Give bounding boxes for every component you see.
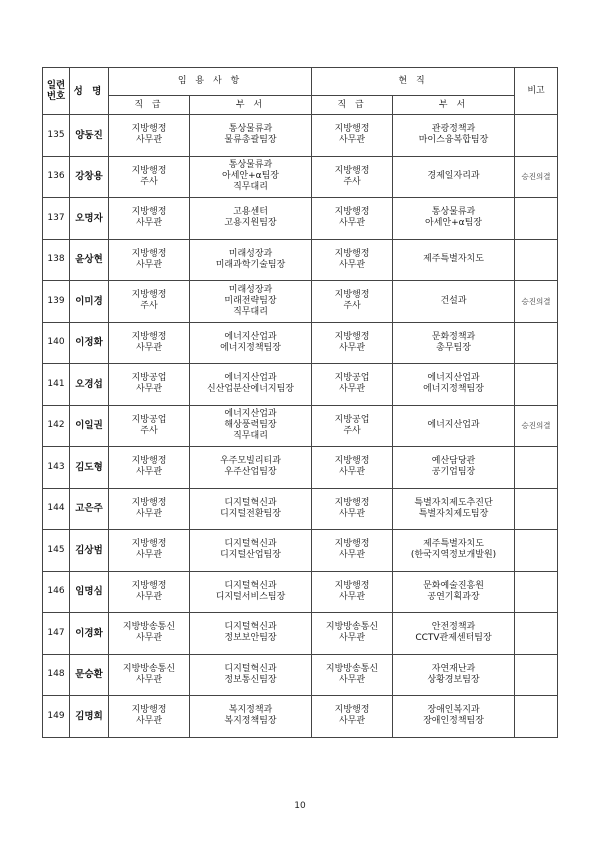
current-department-cell	[393, 571, 515, 613]
cell-line: 지방행정	[334, 497, 370, 508]
serial-number-cell: 144	[43, 488, 70, 530]
cell-line: 복지정책팀장	[224, 716, 277, 727]
serial-number-cell: 142	[43, 405, 70, 447]
cell-line: 지방공업	[334, 373, 370, 384]
note-cell: 승진의결	[515, 281, 558, 323]
current-rank-cell	[312, 654, 393, 696]
appointment-rank-cell	[109, 156, 190, 198]
appointment-department-cell	[190, 405, 312, 447]
name-cell: 임명심	[70, 571, 109, 613]
name-cell: 오명자	[70, 198, 109, 240]
cell-line: 지방행정	[131, 497, 167, 508]
cell-line: 에너지산업과	[224, 331, 277, 342]
note-cell	[515, 364, 558, 406]
cell-line: 직무대리	[233, 182, 268, 193]
serial-number-cell: 137	[43, 198, 70, 240]
cell-line: 사무관	[338, 508, 366, 519]
table-row	[43, 696, 558, 738]
cell-line: 지방행정	[334, 290, 370, 301]
personnel-table	[42, 67, 558, 738]
cell-line: 에너지산업과	[224, 409, 277, 420]
appointment-department-cell	[190, 198, 312, 240]
cell-line: 지방행정	[131, 290, 167, 301]
appointment-department-cell	[190, 322, 312, 364]
cell-line: 문화정책과	[431, 331, 476, 342]
serial-number-cell: 145	[43, 530, 70, 572]
cell-line: 정보보안팀장	[224, 633, 277, 644]
appointment-rank-header: 직 급	[109, 96, 190, 115]
cell-line: 고용센터	[233, 207, 268, 218]
appointment-rank-cell	[109, 488, 190, 530]
table-row	[43, 571, 558, 613]
current-department-cell	[393, 405, 515, 447]
cell-line: 사무관	[338, 135, 366, 146]
cell-line: 통상물류과	[431, 207, 476, 218]
current-rank-cell	[312, 156, 393, 198]
serial-number-cell: 141	[43, 364, 70, 406]
current-department-cell	[393, 322, 515, 364]
cell-line: (한국지역정보개발원)	[410, 550, 497, 561]
cell-line: 공기업팀장	[431, 467, 476, 478]
table-row	[43, 447, 558, 489]
cell-line: 사무관	[135, 633, 163, 644]
table-row	[43, 405, 558, 447]
cell-line: 주사	[343, 425, 361, 436]
cell-line: 사무관	[338, 716, 366, 727]
note-cell	[515, 447, 558, 489]
appointment-rank-cell	[109, 405, 190, 447]
current-rank-cell	[312, 198, 393, 240]
cell-line: 지방행정	[334, 165, 370, 176]
current-rank-cell	[312, 488, 393, 530]
cell-line: 지방행정	[131, 165, 167, 176]
cell-line: 주사	[343, 176, 361, 187]
note-cell: 승진의결	[515, 156, 558, 198]
cell-line: 에너지정책팀장	[220, 342, 281, 353]
cell-line: 지방행정	[334, 539, 370, 550]
cell-line: 지방공업	[131, 414, 167, 425]
cell-line: 특별자치제도팀장	[418, 508, 489, 519]
cell-line: 아세안+α팀장	[425, 218, 482, 229]
current-department-cell	[393, 281, 515, 323]
cell-line: 디지털혁신과	[224, 622, 277, 633]
appointment-rank-cell	[109, 364, 190, 406]
cell-line: 사무관	[135, 674, 163, 685]
table-body	[43, 115, 558, 738]
cell-line: 지방행정	[131, 331, 167, 342]
cell-line: 지방행정	[131, 705, 167, 716]
cell-line: 지방행정	[131, 207, 167, 218]
cell-line: 신산업분산에너지팀장	[207, 384, 294, 395]
current-rank-cell	[312, 696, 393, 738]
cell-line: 지방공업	[131, 373, 167, 384]
current-department-cell	[393, 447, 515, 489]
note-cell	[515, 488, 558, 530]
table-row	[43, 613, 558, 655]
current-rank-cell	[312, 405, 393, 447]
appointment-department-cell	[190, 488, 312, 530]
serial-number-cell: 138	[43, 239, 70, 281]
cell-line: 디지털서비스팀장	[215, 591, 286, 602]
cell-line: 미래전략팀장	[224, 295, 277, 306]
name-cell: 김명희	[70, 696, 109, 738]
appointment-rank-cell	[109, 530, 190, 572]
note-cell	[515, 654, 558, 696]
current-rank-cell	[312, 530, 393, 572]
cell-line: 사무관	[135, 591, 163, 602]
cell-line: 사무관	[338, 591, 366, 602]
appointment-department-cell	[190, 530, 312, 572]
cell-line: 안전정책과	[431, 622, 476, 633]
cell-line: 상황경보팀장	[427, 674, 480, 685]
cell-line: 직무대리	[233, 306, 268, 317]
cell-line: 주사	[140, 176, 158, 187]
appointment-header: 임 용 사 항	[109, 68, 312, 96]
cell-line: 건설과	[440, 295, 467, 306]
note-cell	[515, 198, 558, 240]
note-cell	[515, 239, 558, 281]
table-row	[43, 654, 558, 696]
cell-line: 미래성장과	[228, 248, 273, 259]
serial-number-header: 일련 번호	[43, 68, 70, 115]
note-cell	[515, 115, 558, 157]
cell-line: 사무관	[338, 218, 366, 229]
appointment-department-cell	[190, 654, 312, 696]
cell-line: 주사	[343, 301, 361, 312]
name-cell: 이정화	[70, 322, 109, 364]
cell-line: 공연기획과장	[427, 591, 480, 602]
cell-line: 지방방송통신	[325, 663, 379, 674]
cell-line: 지방방송통신	[122, 622, 176, 633]
cell-line: 정보통신팀장	[224, 674, 277, 685]
cell-line: 사무관	[135, 259, 163, 270]
cell-line: 사무관	[135, 508, 163, 519]
note-cell	[515, 696, 558, 738]
cell-line: 특별자치제도추진단	[414, 497, 493, 508]
name-cell: 오경섭	[70, 364, 109, 406]
table-row	[43, 198, 558, 240]
cell-line: 미래과학기술팀장	[215, 259, 286, 270]
name-cell: 고은주	[70, 488, 109, 530]
appointment-department-cell	[190, 613, 312, 655]
cell-line: 마이스융복합팀장	[418, 135, 489, 146]
cell-line: 디지털혁신과	[224, 497, 277, 508]
current-rank-cell	[312, 281, 393, 323]
cell-line: 직무대리	[233, 431, 268, 442]
appointment-rank-cell	[109, 447, 190, 489]
current-rank-cell	[312, 571, 393, 613]
current-department-cell	[393, 696, 515, 738]
current-department-cell	[393, 156, 515, 198]
name-cell: 김도형	[70, 447, 109, 489]
cell-line: 지방행정	[131, 248, 167, 259]
table-row	[43, 239, 558, 281]
cell-line: 에너지산업과	[224, 373, 277, 384]
cell-line: 지방행정	[334, 580, 370, 591]
note-cell	[515, 571, 558, 613]
appointment-rank-cell	[109, 281, 190, 323]
table-row	[43, 281, 558, 323]
cell-line: 고용지원팀장	[224, 218, 277, 229]
appointment-rank-cell	[109, 654, 190, 696]
cell-line: 사무관	[135, 550, 163, 561]
cell-line: 미래성장과	[228, 284, 273, 295]
cell-line: 우주모빌리티과	[220, 456, 281, 467]
cell-line: 사무관	[338, 259, 366, 270]
cell-line: 지방행정	[131, 580, 167, 591]
cell-line: 우주산업팀장	[224, 467, 277, 478]
appointment-department-cell	[190, 571, 312, 613]
cell-line: 장애인정책팀장	[423, 716, 484, 727]
cell-line: 제주특별자치도	[423, 539, 484, 550]
cell-line: 사무관	[135, 716, 163, 727]
current-rank-header: 직 급	[312, 96, 393, 115]
cell-line: 통상물류과	[228, 160, 273, 171]
cell-line: 사무관	[338, 467, 366, 478]
current-department-cell	[393, 364, 515, 406]
cell-line: 지방행정	[131, 539, 167, 550]
cell-line: 사무관	[338, 384, 366, 395]
appointment-department-cell	[190, 364, 312, 406]
note-cell	[515, 530, 558, 572]
cell-line: 지방행정	[334, 331, 370, 342]
note-cell	[515, 322, 558, 364]
current-department-cell	[393, 530, 515, 572]
cell-line: CCTV관제센터팀장	[415, 633, 492, 644]
name-cell: 윤상현	[70, 239, 109, 281]
cell-line: 사무관	[135, 135, 163, 146]
cell-line: 사무관	[338, 342, 366, 353]
name-cell: 이경화	[70, 613, 109, 655]
serial-number-cell: 135	[43, 115, 70, 157]
appointment-rank-cell	[109, 198, 190, 240]
cell-line: 주사	[140, 301, 158, 312]
appointment-department-cell	[190, 281, 312, 323]
cell-line: 디지털혁신과	[224, 539, 277, 550]
cell-line: 자연재난과	[431, 663, 476, 674]
serial-number-cell: 136	[43, 156, 70, 198]
cell-line: 문화예술진흥원	[423, 580, 484, 591]
name-cell: 이일권	[70, 405, 109, 447]
cell-line: 사무관	[135, 467, 163, 478]
cell-line: 지방행정	[334, 705, 370, 716]
cell-line: 디지털전환팀장	[220, 508, 281, 519]
cell-line: 제주특별자치도	[423, 254, 484, 265]
cell-line: 에너지정책팀장	[423, 384, 484, 395]
serial-number-cell: 149	[43, 696, 70, 738]
current-rank-cell	[312, 613, 393, 655]
appointment-rank-cell	[109, 239, 190, 281]
cell-line: 해상풍력팀장	[224, 420, 277, 431]
cell-line: 사무관	[338, 674, 366, 685]
current-department-cell	[393, 613, 515, 655]
name-cell: 이미경	[70, 281, 109, 323]
current-rank-cell	[312, 447, 393, 489]
current-rank-cell	[312, 239, 393, 281]
cell-line: 지방행정	[131, 124, 167, 135]
appointment-rank-cell	[109, 696, 190, 738]
cell-line: 지방행정	[334, 456, 370, 467]
serial-number-cell: 146	[43, 571, 70, 613]
cell-line: 지방행정	[334, 124, 370, 135]
cell-line: 지방방송통신	[325, 622, 379, 633]
appointment-department-cell	[190, 696, 312, 738]
cell-line: 지방행정	[334, 248, 370, 259]
appointment-rank-cell	[109, 322, 190, 364]
cell-line: 예산담당관	[431, 456, 476, 467]
current-department-header: 부 서	[393, 96, 515, 115]
current-rank-cell	[312, 364, 393, 406]
cell-line: 주사	[140, 425, 158, 436]
note-cell: 승진의결	[515, 405, 558, 447]
cell-line: 물류총괄팀장	[224, 135, 277, 146]
current-department-cell	[393, 488, 515, 530]
serial-number-cell: 147	[43, 613, 70, 655]
appointment-rank-cell	[109, 571, 190, 613]
table-row	[43, 156, 558, 198]
note-header: 비고	[515, 68, 558, 115]
current-department-cell	[393, 198, 515, 240]
cell-line: 사무관	[135, 218, 163, 229]
name-header: 성 명	[70, 68, 109, 115]
current-position-header: 현 직	[312, 68, 515, 96]
cell-line: 관광정책과	[431, 124, 476, 135]
cell-line: 디지털산업팀장	[220, 550, 281, 561]
cell-line: 지방행정	[131, 456, 167, 467]
cell-line: 지방방송통신	[122, 663, 176, 674]
cell-line: 통상물류과	[228, 124, 273, 135]
cell-line: 사무관	[135, 384, 163, 395]
appointment-department-cell	[190, 115, 312, 157]
current-rank-cell	[312, 115, 393, 157]
cell-line: 사무관	[338, 633, 366, 644]
note-cell	[515, 613, 558, 655]
appointment-department-header: 부 서	[190, 96, 312, 115]
serial-number-cell: 143	[43, 447, 70, 489]
table-row	[43, 488, 558, 530]
appointment-rank-cell	[109, 613, 190, 655]
current-department-cell	[393, 654, 515, 696]
appointment-department-cell	[190, 447, 312, 489]
name-cell: 김상범	[70, 530, 109, 572]
table-row	[43, 530, 558, 572]
cell-line: 사무관	[338, 550, 366, 561]
cell-line: 디지털혁신과	[224, 580, 277, 591]
cell-line: 아세안+α팀장	[222, 171, 279, 182]
cell-line: 경제일자리과	[427, 171, 480, 182]
name-cell: 양동진	[70, 115, 109, 157]
appointment-department-cell	[190, 239, 312, 281]
serial-number-cell: 139	[43, 281, 70, 323]
current-department-cell	[393, 115, 515, 157]
name-cell: 강창용	[70, 156, 109, 198]
cell-line: 총무팀장	[436, 342, 471, 353]
table-row	[43, 364, 558, 406]
cell-line: 사무관	[135, 342, 163, 353]
page-number: 10	[294, 801, 306, 811]
serial-number-cell: 148	[43, 654, 70, 696]
name-cell: 문승환	[70, 654, 109, 696]
cell-line: 디지털혁신과	[224, 663, 277, 674]
table-row	[43, 322, 558, 364]
cell-line: 에너지산업과	[427, 373, 480, 384]
cell-line: 지방공업	[334, 414, 370, 425]
serial-number-cell: 140	[43, 322, 70, 364]
current-rank-cell	[312, 322, 393, 364]
appointment-department-cell	[190, 156, 312, 198]
cell-line: 장애인복지과	[427, 705, 480, 716]
appointment-rank-cell	[109, 115, 190, 157]
cell-line: 에너지산업과	[427, 420, 480, 431]
table-row	[43, 115, 558, 157]
cell-line: 복지정책과	[228, 705, 273, 716]
cell-line: 지방행정	[334, 207, 370, 218]
current-department-cell	[393, 239, 515, 281]
